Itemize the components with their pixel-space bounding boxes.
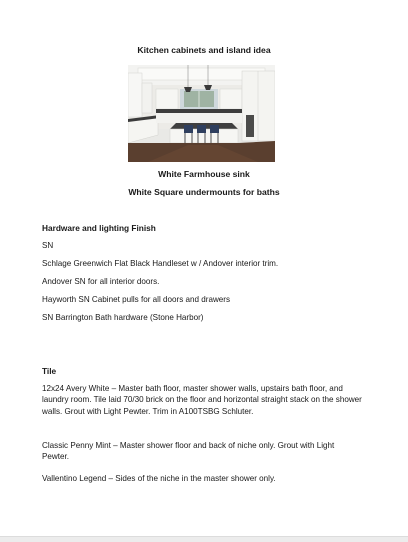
sink-line-undermount: White Square undermounts for baths <box>128 187 280 197</box>
tile-paragraph-vallentino: Vallentino Legend – Sides of the niche in the master shower only. <box>42 474 276 483</box>
kitchen-photo-illustration <box>128 65 275 162</box>
hardware-item: Hayworth SN Cabinet pulls for all doors and drawers <box>42 295 231 304</box>
document-title: Kitchen cabinets and island idea <box>137 45 271 55</box>
hardware-item: Andover SN for all interior doors. <box>42 277 160 286</box>
hardware-item: Schlage Greenwich Flat Black Handleset w / Andover interior trim. <box>42 259 279 268</box>
tile-heading: Tile <box>42 366 57 376</box>
tile-paragraph-penny-mint: Classic Penny Mint – Master shower floor and back of niche only. Grout with Light Pewter. <box>42 441 335 462</box>
sink-line-farmhouse: White Farmhouse sink <box>158 169 250 179</box>
page-bottom-edge <box>0 536 408 542</box>
kitchen-photo <box>128 65 275 162</box>
hardware-item: SN Barrington Bath hardware (Stone Harbor) <box>42 313 204 322</box>
hardware-item: SN <box>42 241 54 250</box>
tile-paragraph-avery-white: 12x24 Avery White – Master bath floor, master shower walls, upstairs bath floor, and laundry room. Tile laid 70/30 brick on the floor and horizontal straight stack on the shower walls. Grout with Light Pewter. Trim in A100TSBG Schluter. <box>42 384 362 416</box>
hardware-heading: Hardware and lighting Finish <box>42 223 156 233</box>
